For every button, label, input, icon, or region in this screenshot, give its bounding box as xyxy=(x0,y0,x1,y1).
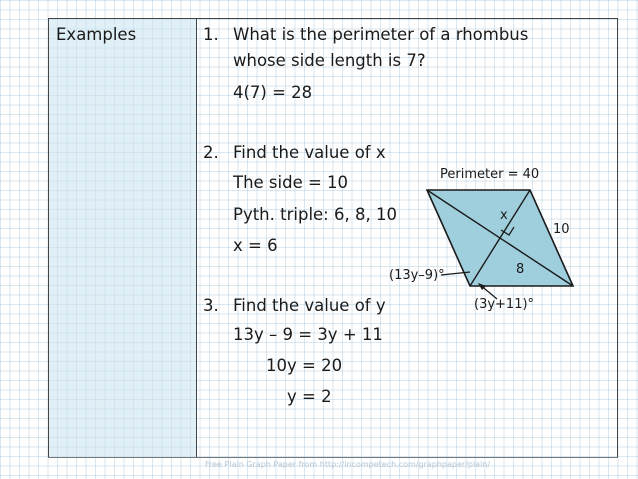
problem-3-work-3: y = 2 xyxy=(287,387,332,406)
angle-right-label: (3y+11)° xyxy=(474,297,535,312)
problem-3-question: Find the value of y xyxy=(233,296,386,315)
problem-3-number: 3. xyxy=(203,296,219,315)
problem-1-number: 1. xyxy=(203,25,219,44)
x-label: x xyxy=(500,208,508,223)
problem-2-work-1: The side = 10 xyxy=(233,173,349,192)
graph-paper-credit: Free Plain Graph Paper from http://incompetech.com/graphpaper/plain/ xyxy=(205,460,491,469)
angle-left-label: (13y–9)° xyxy=(389,268,445,283)
problem-2-work-2: Pyth. triple: 6, 8, 10 xyxy=(233,205,397,224)
eight-label: 8 xyxy=(516,262,525,277)
side-length-label: 10 xyxy=(553,222,570,237)
examples-label: Examples xyxy=(56,25,137,44)
problem-2-question: Find the value of x xyxy=(233,143,386,162)
problem-1-question-line1: What is the perimeter of a rhombus xyxy=(233,25,529,44)
problem-3-work-2: 10y = 20 xyxy=(266,356,343,375)
perimeter-label: Perimeter = 40 xyxy=(440,167,540,182)
problem-1-work-1: 4(7) = 28 xyxy=(233,83,313,102)
problem-3-work-1: 13y – 9 = 3y + 11 xyxy=(233,325,383,344)
problem-2-number: 2. xyxy=(203,143,219,162)
problem-2-work-3: x = 6 xyxy=(233,236,278,255)
problem-1-question-line2: whose side length is 7? xyxy=(233,51,426,70)
